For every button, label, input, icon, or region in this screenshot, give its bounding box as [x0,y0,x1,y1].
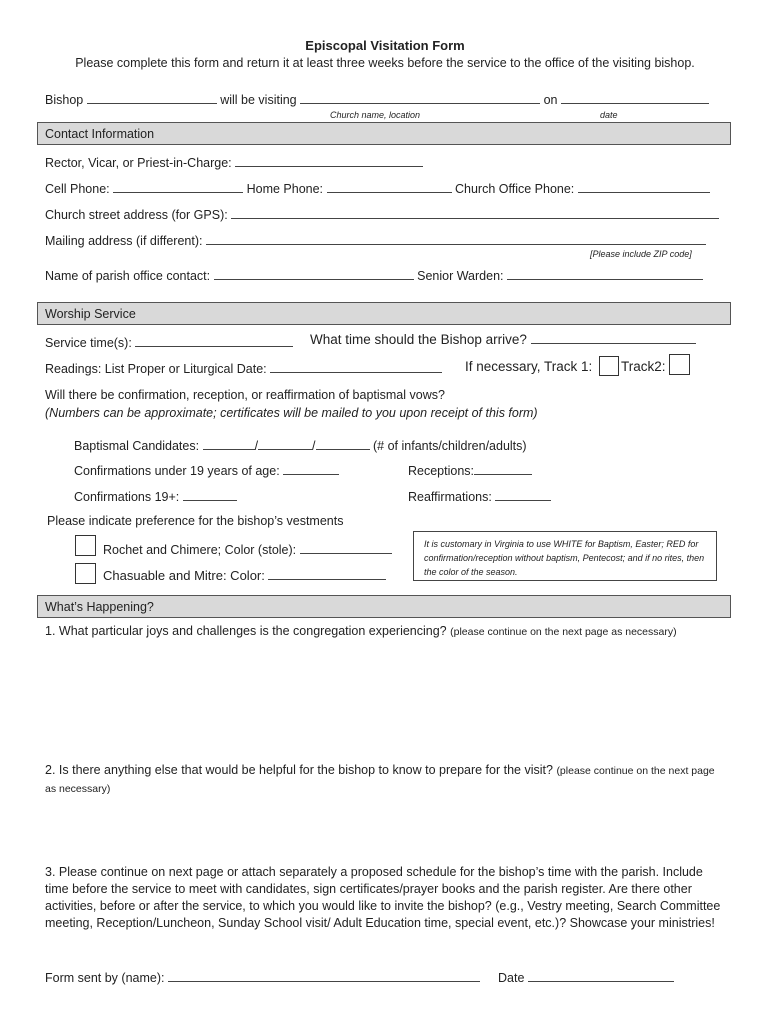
service-time-label: Service time(s): [45,336,132,350]
bishop-field[interactable] [87,91,217,104]
receptions-row [408,462,532,478]
adults-field[interactable] [316,437,370,450]
q2-answer-area[interactable] [45,800,725,855]
reaffirm-label: Reaffirmations: [408,490,492,504]
mailing-row [45,232,706,248]
baptismal-row: Baptismal Candidates: / / (# of infants/children/adults) [74,439,527,453]
infants-field[interactable] [203,437,255,450]
q1-answer-area[interactable] [45,645,725,755]
readings-field[interactable] [270,360,442,373]
date-caption: date [600,110,618,120]
service-time-field[interactable] [135,334,293,347]
reaffirm-field[interactable] [495,488,551,501]
receptions-label: Receptions: [408,464,475,478]
street-label: Church street address (for GPS): [45,208,228,222]
chasuable-checkbox[interactable] [75,563,96,584]
mailing-field[interactable] [206,232,706,245]
confirm-note: (Numbers can be approximate; certificates will be mailed to you upon receipt of this form) [45,406,538,420]
rector-field[interactable] [235,154,423,167]
office-label: Church Office Phone: [455,182,575,196]
children-field[interactable] [258,437,312,450]
sent-by-label: Form sent by (name): [45,971,165,985]
rector-row [45,154,423,170]
track2-checkbox[interactable] [669,354,690,375]
office-contact-row [45,267,703,283]
bishop-label: Bishop [45,93,84,107]
track2-label: Track2: [621,359,666,374]
worship-heading: Worship Service [45,307,136,321]
question-2 [45,762,725,798]
home-field[interactable] [327,180,452,193]
question-1 [45,623,735,641]
confirm-under-label: Confirmations under 19 years of age: [74,464,280,478]
happening-section-header [37,595,731,618]
q1-text: 1. What particular joys and challenges is the congregation experiencing? [45,624,447,638]
confirm-over-label: Confirmations 19+: [74,490,180,504]
footer-date-field[interactable] [528,969,674,982]
receptions-field[interactable] [474,462,532,475]
q2-hint: (please continue on the next page as necessary) [45,765,715,795]
rochet-checkbox[interactable] [75,535,96,556]
street-field[interactable] [231,206,719,219]
visiting-label: will be visiting [220,93,297,107]
question-3: 3. Please continue on next page or attach separately a proposed schedule for the bishop’s time with the parish. Include time before the service to meet with candidates, sign certificates/prayer books and the parish register. Are there other activities, before or after the service, to which you would like to invite the bishop? (e.g., Vestry meeting, Search Committee meeting, Reception/Luncheon, Sunday School visit/ Adult Education time, special event, etc.)? Showcase your ministries! [45,865,721,930]
phones-row [45,180,710,196]
date-field[interactable] [561,91,709,104]
on-label: on [543,93,558,107]
q2-text: 2. Is there anything else that would be helpful for the bishop to know to prepare for the visit? [45,763,553,777]
footer-date-label: Date [498,971,525,985]
q1-hint: (please continue on the next page as necessary) [450,626,677,638]
vestments-label: Please indicate preference for the bishop’s vestments [47,514,344,528]
contact-heading: Contact Information [45,127,155,141]
sent-by-field[interactable] [168,969,480,982]
baptismal-suffix: (# of infants/children/adults) [373,439,527,453]
cell-field[interactable] [113,180,243,193]
office-contact-label: Name of parish office contact: [45,269,211,283]
worship-section-header [37,302,731,325]
bishop-row [45,91,709,107]
cell-label: Cell Phone: [45,182,110,196]
confirm-under-row [74,462,339,478]
confirm-under-field[interactable] [283,462,339,475]
track1-checkbox[interactable] [599,356,619,376]
street-row [45,206,719,222]
baptismal-label: Baptismal Candidates: [74,439,200,453]
arrive-row [310,331,696,347]
home-label: Home Phone: [246,182,324,196]
mailing-label: Mailing address (if different): [45,234,203,248]
chasuable-row [103,567,386,583]
happening-heading: What’s Happening? [45,600,154,614]
church-field[interactable] [300,91,540,104]
readings-row [45,360,442,376]
contact-section-header [37,122,731,145]
arrive-field[interactable] [531,331,696,344]
chasuable-color-field[interactable] [268,567,386,580]
zip-note: [Please include ZIP code] [590,249,692,259]
customary-note: It is customary in Virginia to use WHITE for Baptism, Easter; RED for confirmation/reception without baptism, Pentecost; and if no rites, then the color of the season. [413,531,717,581]
office-field[interactable] [578,180,710,193]
service-time-row [45,334,293,350]
confirm-question: Will there be confirmation, reception, or reaffirmation of baptismal vows? [45,388,445,402]
rector-label: Rector, Vicar, or Priest-in-Charge: [45,156,232,170]
confirm-over-field[interactable] [183,488,237,501]
warden-label: Senior Warden: [417,269,504,283]
arrive-label: What time should the Bishop arrive? [310,332,527,347]
church-caption: Church name, location [330,110,421,120]
sent-by-row [45,969,480,985]
warden-field[interactable] [507,267,703,280]
track1-label: If necessary, Track 1: [465,359,593,374]
form-subtitle: Please complete this form and return it at least three weeks before the service to the office of the visiting bishop. [75,56,695,70]
form-title: Episcopal Visitation Form [305,38,465,53]
confirm-over-row [74,488,237,504]
reaffirm-row [408,488,551,504]
rochet-label: Rochet and Chimere; Color (stole): [103,543,297,557]
readings-label: Readings: List Proper or Liturgical Date: [45,362,267,376]
chasuable-label: Chasuable and Mitre: Color: [103,568,265,583]
footer-date-row [498,969,674,985]
rochet-row [103,541,392,557]
office-contact-field[interactable] [214,267,414,280]
rochet-color-field[interactable] [300,541,392,554]
